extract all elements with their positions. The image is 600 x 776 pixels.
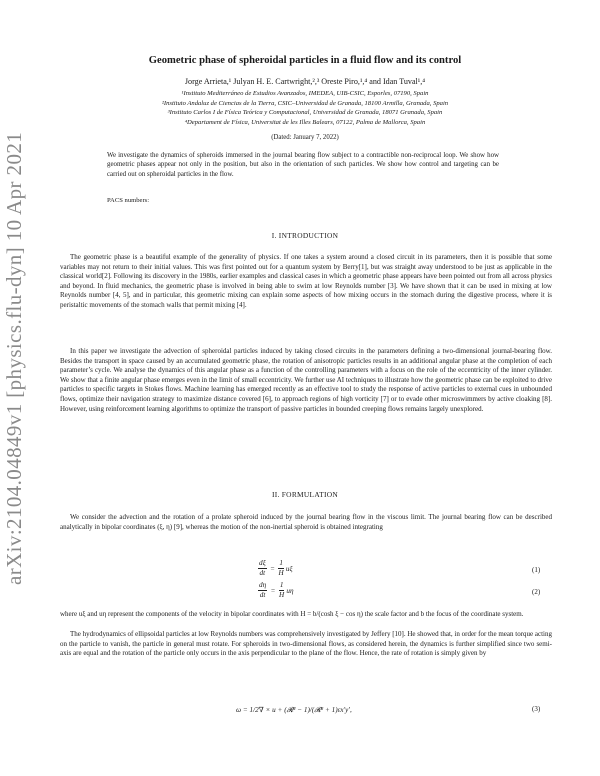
eq2-lhs-numerator: dη — [259, 581, 267, 589]
dated-line: (Dated: January 7, 2022) — [271, 134, 339, 141]
equation-1: $\frac{d\xi}{dt}$ = $\frac{1}{H}$ uξ — [259, 559, 293, 577]
arxiv-stamp: arXiv:2104.04849v1 [physics.flu-dyn] 10 Apr 2021 — [2, 131, 26, 585]
eq1-lhs-fraction — [258, 559, 267, 578]
eq1-lhs-numerator: dξ — [259, 559, 266, 567]
intro-paragraph-1: The geometric phase is a beautiful example of the generality of physics. If one takes a system around a closed circuit in its parameters, then it is possible that some variables may not return to their initial values. This was first pointed out for a quantum system by Berry[1], but was straight away understood to be just as applicable in the classical world[2]. Following its discovery in the 1980s, earlier examples and classical cases in which a geometric phase appears have been pointed out from all across physics and beyond. In fluid mechanics, the geometric phase is involved in being able to swim at low Reynolds number [3]. We have shown that it can be used in mixing at low Reynolds number [4, 5], and in particular, this geometric mixing can explain some aspects of how mixing occurs in the stomach during the digestive process, where it is peristaltic movements of the stomach walls that permit mixing [4]. — [60, 253, 552, 309]
eq2-rhs-numerator: 1 — [279, 581, 284, 589]
formulation-paragraph-2: where uξ and uη represent the components of the velocity in bipolar coordinates with H = b/(cosh ξ − cos η) the scale factor and b the focus of the coordinate system. — [60, 610, 524, 618]
pacs-numbers: PACS numbers: — [107, 197, 150, 204]
eq2-rhs-fraction — [279, 581, 285, 600]
equation-1-label: (1) — [532, 566, 541, 574]
section-heading-formulation: II. FORMULATION — [271, 490, 339, 499]
eq1-velocity: uξ — [285, 564, 293, 573]
eq1-rhs-fraction — [278, 559, 284, 578]
equation-3: ω = 1/2∇ × u + (𝓡² − 1)/(𝓡² + 1)εx′y′, — [236, 706, 352, 714]
formulation-paragraph-1: We consider the advection and the rotation of a prolate spheroid induced by the journal bearing flow in the viscous limit. The journal bearing flow can be described analytically in bipolar coordinates (ξ, η) [9], whereas the motion of the non-inertial spheroid is obtained integrating — [60, 513, 552, 531]
affiliation-4: ⁴Departament de Física, Universitat de les Illes Balears, 07122, Palma de Mallorca, Spain — [184, 118, 426, 126]
affiliation-1: ¹Instituto Mediterráneo de Estudios Avanzados, IMEDEA, UIB-CSIC, Esporles, 07190, Spain — [181, 90, 429, 97]
intro-paragraph-2: In this paper we investigate the advection of spheroidal particles induced by taking closed circuits in the parameters defining a two-dimensional journal-bearing flow. Besides the transport in space caused by an accumulated geometric phase, the rotation of anisotropic particles results in an additional angular phase at the completion of each parameter’s cycle. We analyse the dynamics of this angular phase as a function of the controlling parameters with a focus on the role of the eccentricity of the inner cylinder. We show that a finite angular phase emerges even in the limit of small eccentricity. We further use AI techniques to illustrate how the geometric phase can be exploited to drive particles to specific targets in Stokes flows. Machine learning has emerged recently as an effective tool to study the response of active particles to external cues in unbounded flows, optimize their navigation strategy to maximize distance covered [6], to approach regions of high vorticity [7] or to evade other microswimmers by active cloaking [8]. However, using reinforcement learning algorithms to optimize the transport of passive particles in bounded creeping flows remains largely unexplored. — [60, 347, 552, 413]
formulation-paragraph-3: The hydrodynamics of ellipsoidal particles at low Reynolds numbers was comprehensively investigated by Jeffery [10]. He showed that, in order for the mean torque acting on the particle to vanish, the particle in general must rotate. For spheroids in two-dimensional flows, as considered herein, the dynamics is further simplified since two semi-axis are equal and the rotation of the particle only occurs in the axis perpendicular to the plane of the flow. Hence, the rate of rotation is simply given by — [60, 630, 552, 658]
paper-title: Geometric phase of spheroidal particles in a fluid flow and its control — [148, 55, 462, 66]
eq1-lhs-denominator: dt — [259, 569, 266, 577]
eq2-lhs-denominator: dt — [259, 591, 266, 599]
eq2-rhs-denominator: H — [279, 591, 285, 599]
affiliation-2: ²Instituto Andaluz de Ciencias de la Tierra, CSIC–Universidad de Granada, 18100 Armilla, Granada, Spain — [161, 99, 449, 107]
eq1-rhs-numerator: 1 — [279, 559, 283, 567]
equation-2-label: (2) — [532, 588, 541, 596]
equation-2: $\frac{d\eta}{dt}$ = $\frac{1}{H}$ uη — [259, 581, 294, 599]
author-list: Jorge Arrieta,¹ Julyan H. E. Cartwright,²,³ Oreste Piro,¹,⁴ and Idan Tuval¹,⁴ — [184, 77, 426, 86]
eq2-lhs-fraction — [258, 581, 267, 600]
equation-3-label: (3) — [532, 705, 541, 713]
eq1-rhs-denominator: H — [278, 569, 284, 577]
eq2-velocity: uη — [286, 586, 294, 595]
abstract: We investigate the dynamics of spheroids immersed in the journal bearing flow subject to a contractible non-reciprocal loop. We show how geometric phases appear not only in the position, but also in the orientation of such particles. We show how control and targeting can be carried out on spheroidal particles in the flow. — [107, 152, 499, 178]
affiliation-3: ³Instituto Carlos I de Física Teórica y Computacional, Universidad de Granada, 18071 Granada, Spain — [167, 109, 443, 116]
section-heading-introduction: I. INTRODUCTION — [271, 231, 339, 240]
